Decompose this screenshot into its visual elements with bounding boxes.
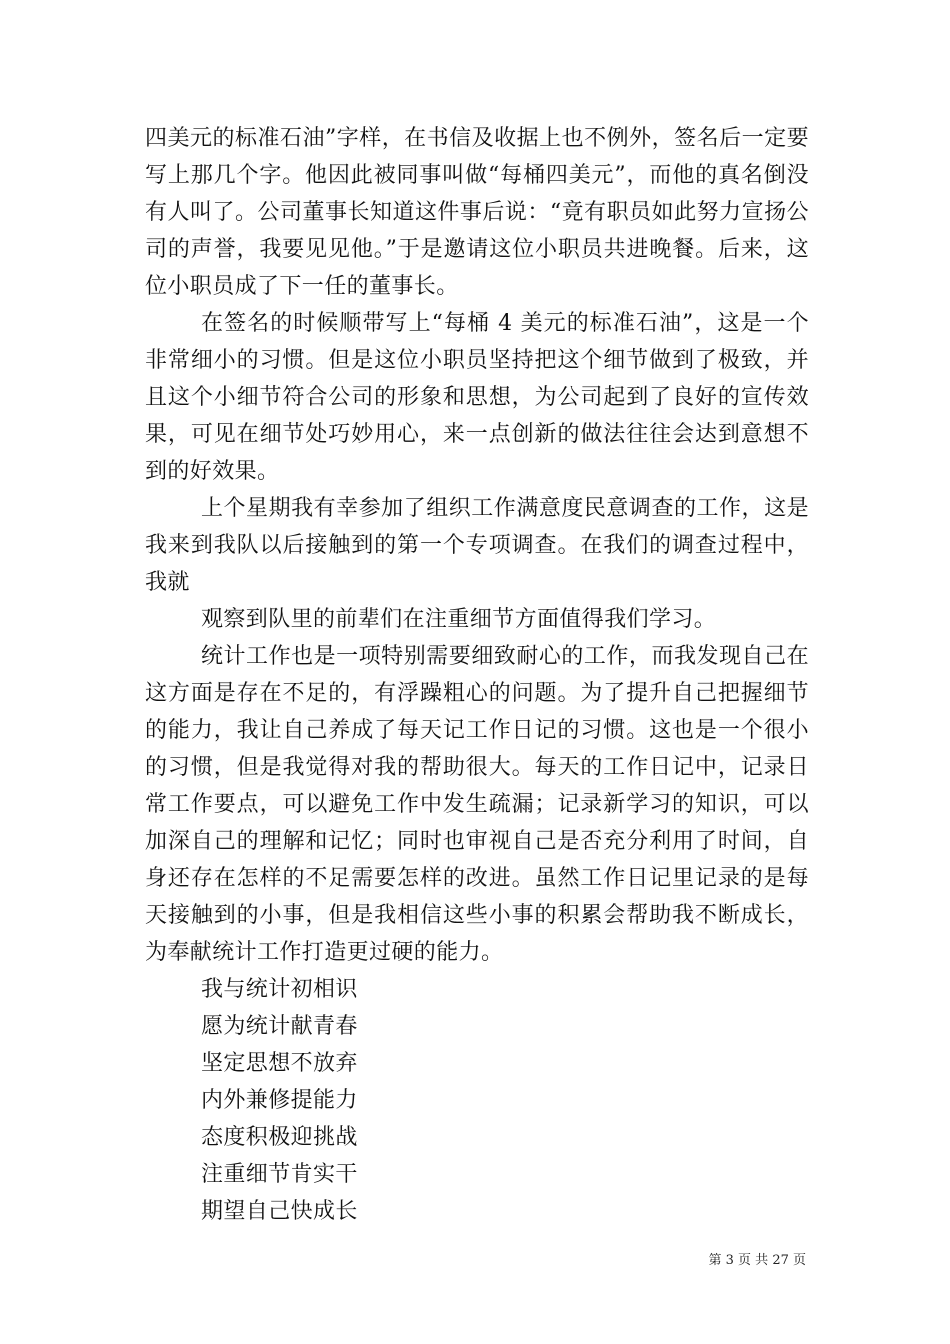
poem-lines [145,971,809,1230]
paragraph-4: 观察到队里的前辈们在注重细节方面值得我们学习。 [201,607,717,632]
poem-line: 内外兼修提能力 [201,1088,358,1113]
page-number-footer: 第 3 页 共 27 页 [708,1253,806,1268]
poem-line: 注重细节肯实干 [201,1162,358,1187]
paragraph-5: 统计工作也是一项特别需要细致耐心的工作，而我发现自己在这方面是存在不足的，有浮躁粗心的问题。为了提升自己把握细节的能力，我让自己养成了每天记工作日记的习惯。这也是一个很小的习惯，但是我觉得对我的帮助很大。每天的工作日记中，记录日常工作要点，可以避免工作中发生疏漏；记录新学习的知识，可以加深自己的理解和记忆；同时也审视自己是否充分利用了时间，自身还存在怎样的不足需要怎样的改进。虽然工作日记里记录的是每天接触到的小事，但是我相信这些小事的积累会帮助我不断成长，为奉献统计工作打造更过硬的能力。 [145,644,809,965]
poem-line: 态度积极迎挑战 [201,1125,358,1150]
paragraph-1: 四美元的标准石油”字样，在书信及收据上也不例外，签名后一定要写上那几个字。他因此被同事叫做“每桶四美元”，而他的真名倒没有人叫了。公司董事长知道这件事后说：“竟有职员如此努力宣扬公司的声誉，我要见见他。”于是邀请这位小职员共进晚餐。后来，这位小职员成了下一任的董事长。 [145,126,809,299]
paragraph-3: 上个星期我有幸参加了组织工作满意度民意调查的工作，这是我来到我队以后接触到的第一个专项调查。在我们的调查过程中，我就 [145,496,809,595]
paragraph-2: 在签名的时候顺带写上“每桶 4 美元的标准石油”，这是一个非常细小的习惯。但是这位小职员坚持把这个细节做到了极致，并且这个小细节符合公司的形象和思想，为公司起到了良好的宣传效果，可见在细节处巧妙用心，来一点创新的做法往往会达到意想不到的好效果。 [145,311,809,484]
document-body [145,120,809,1230]
poem-line: 期望自己快成长 [201,1199,358,1224]
poem-line: 愿为统计献青春 [201,1014,358,1039]
poem-line: 坚定思想不放弃 [201,1051,358,1076]
poem-line: 我与统计初相识 [201,977,358,1002]
